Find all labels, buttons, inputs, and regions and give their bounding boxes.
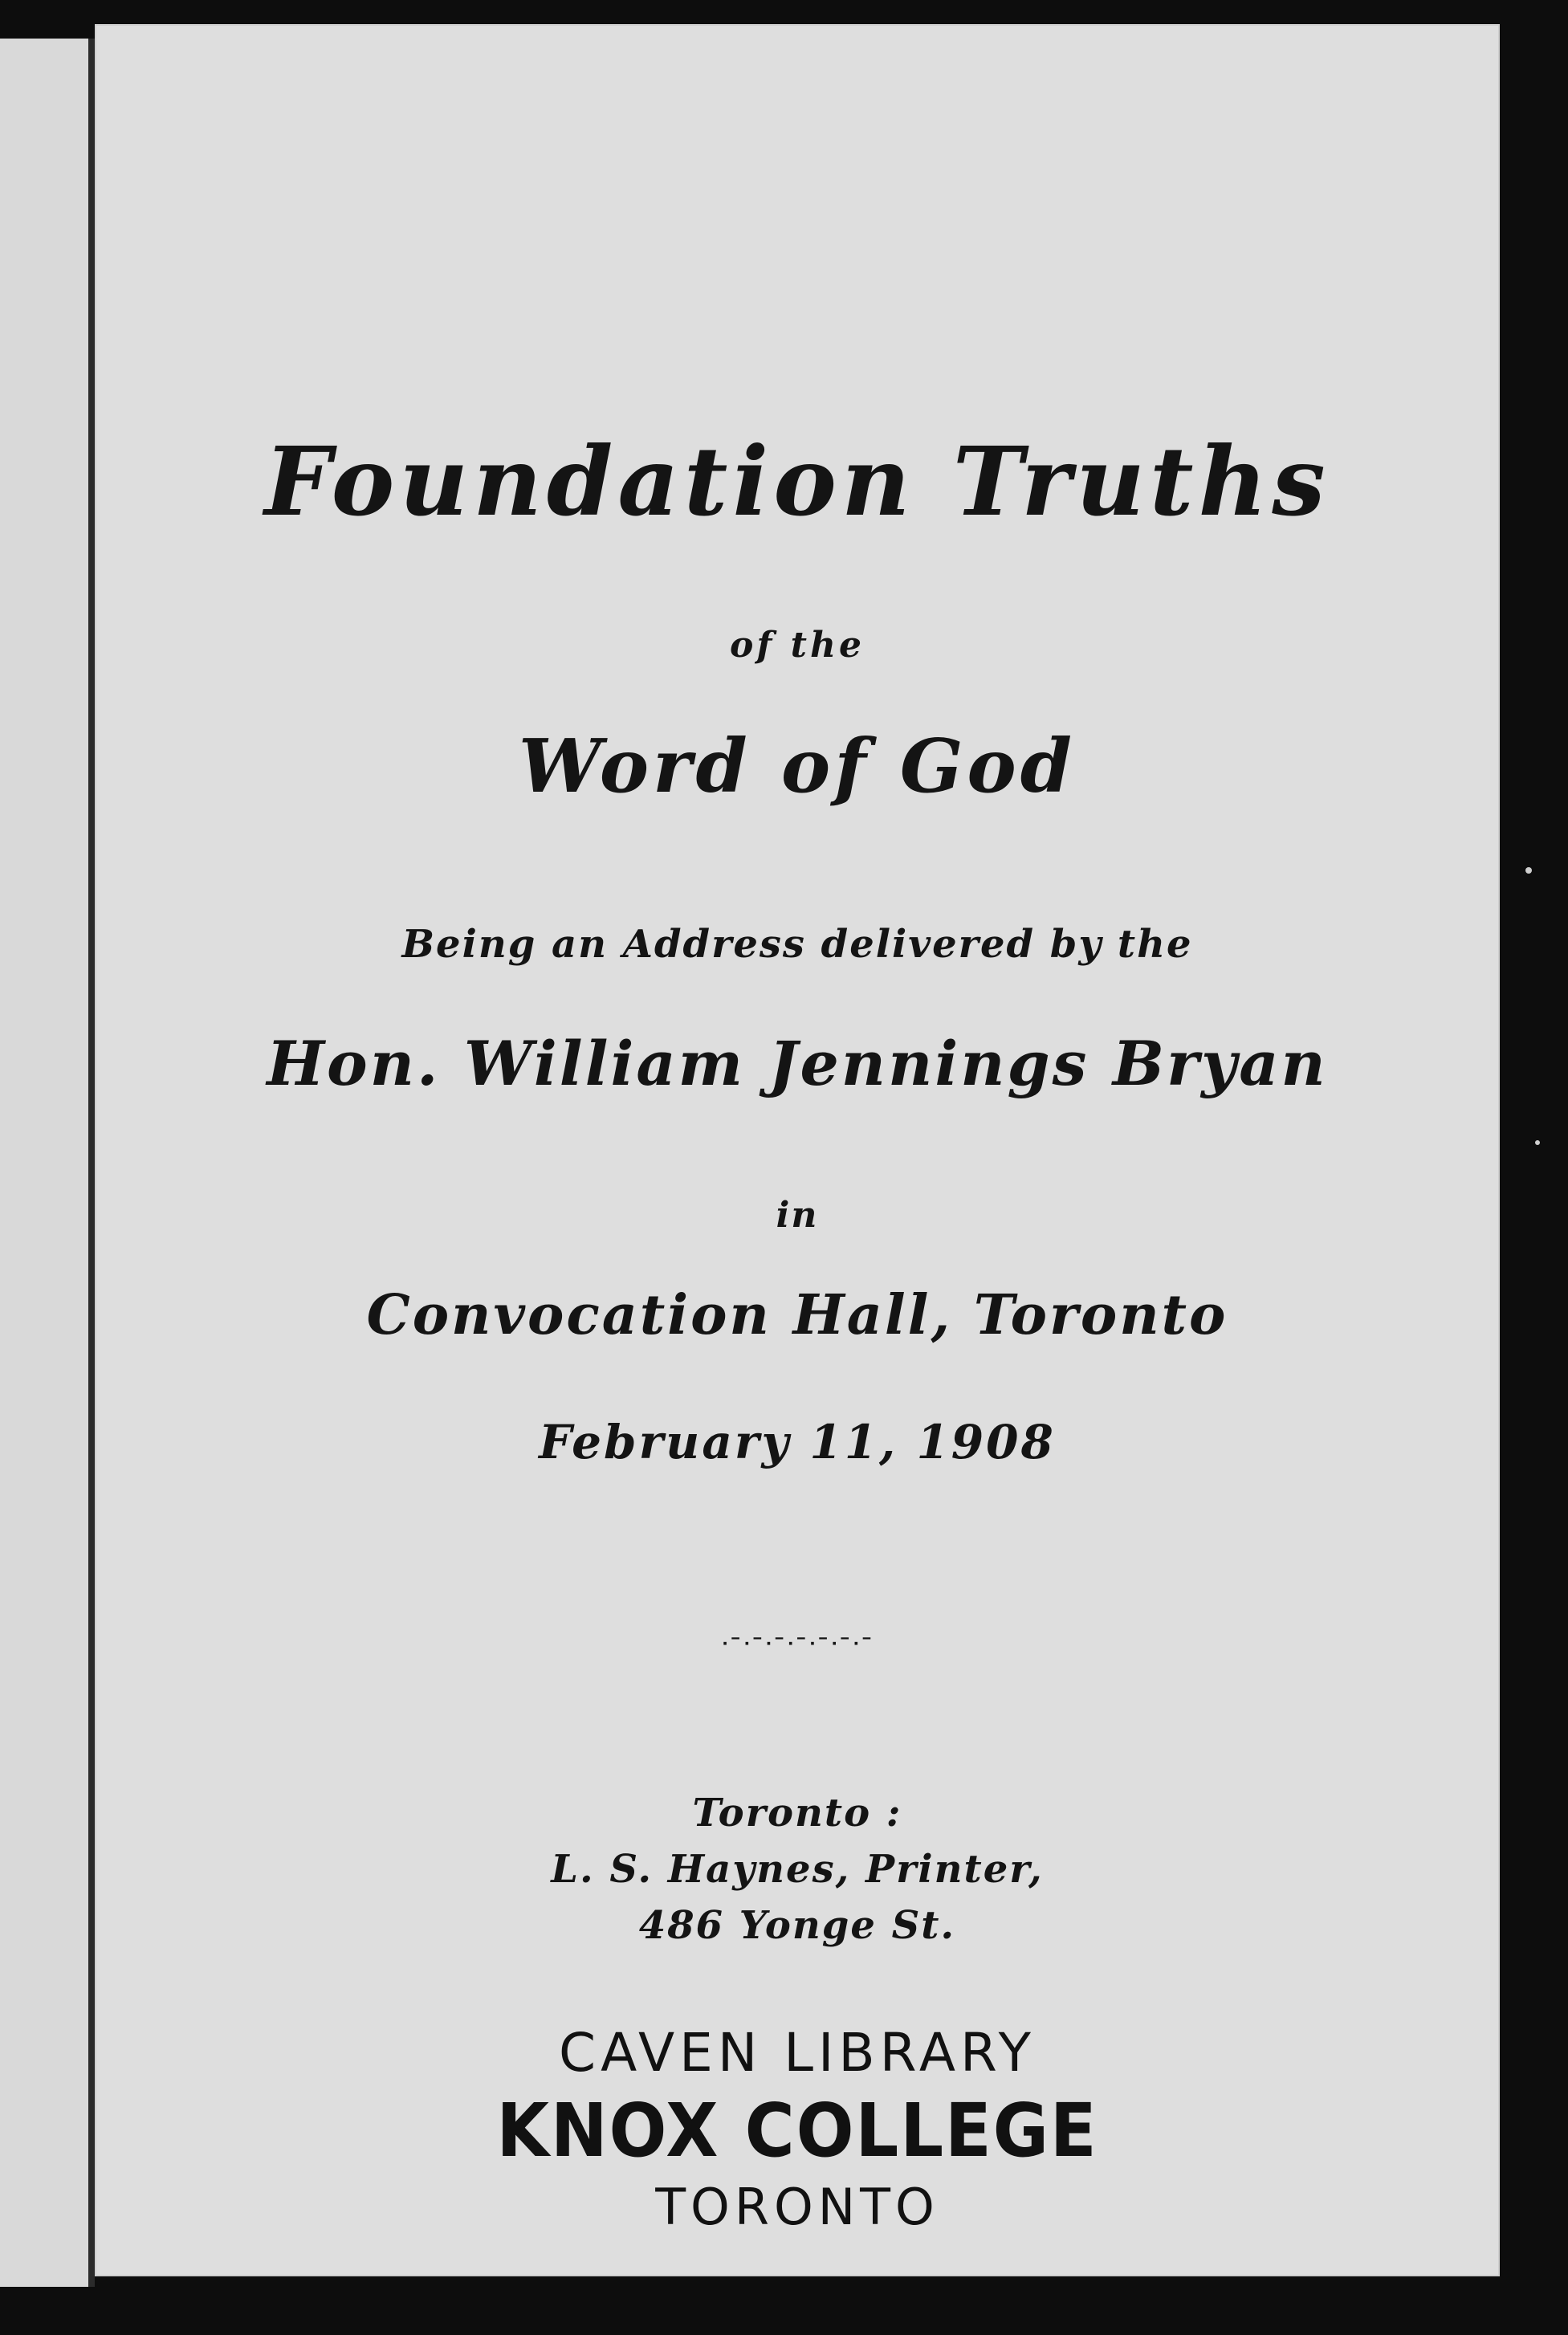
library-stamp-line3: TORONTO <box>655 2178 939 2236</box>
book-title: Foundation Truths <box>264 426 1330 537</box>
imprint-printer: L. S. Haynes, Printer, <box>551 1847 1044 1892</box>
imprint-address: 486 Yonge St. <box>638 1903 956 1948</box>
address-date: February 11, 1908 <box>539 1415 1056 1469</box>
address-description: Being an Address delivered by the <box>401 922 1193 967</box>
venue: Convocation Hall, Toronto <box>366 1283 1228 1347</box>
facing-page-edge <box>0 39 90 2287</box>
ornament-divider: ᐧᐨᐧᐨᐧᐨᐧᐨᐧᐨᐧᐨᐧᐨ <box>720 1628 874 1661</box>
library-stamp-line2: KNOX COLLEGE <box>496 2088 1098 2174</box>
edge-speck <box>1525 867 1532 874</box>
imprint-city: Toronto : <box>692 1791 902 1836</box>
subtitle: Word of God <box>518 723 1077 809</box>
book-gutter <box>88 39 95 2287</box>
author-name: Hon. William Jennings Bryan <box>267 1028 1328 1099</box>
library-stamp-line1: CAVEN LIBRARY <box>558 2022 1036 2084</box>
edge-speck <box>1535 1140 1540 1145</box>
subtitle-connector: of the <box>730 625 865 666</box>
title-page <box>95 24 1500 2276</box>
location-connector: in <box>776 1195 819 1236</box>
